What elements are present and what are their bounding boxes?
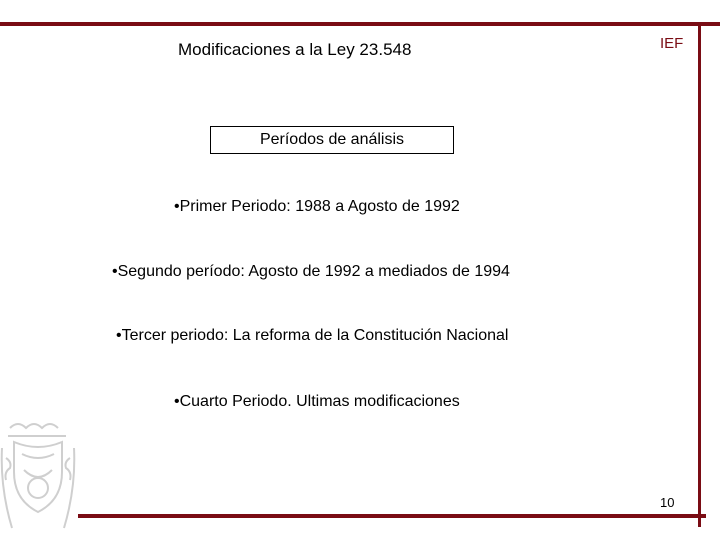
bullet-item: •Primer Periodo: 1988 a Agosto de 1992 [174,198,460,215]
brand-label: IEF [660,35,684,52]
bullet-item: •Cuarto Periodo. Ultimas modificaciones [174,393,460,410]
bullet-item: •Segundo período: Agosto de 1992 a mediados de 1994 [112,263,510,280]
bullet-item: •Tercer periodo: La reforma de la Constitución Nacional [116,327,509,344]
page-number: 10 [660,495,675,510]
section-heading-box [210,126,454,154]
right-rule [698,22,701,527]
top-rule [0,22,720,26]
slide-title: Modificaciones a la Ley 23.548 [178,40,412,59]
coat-of-arms-seal-icon [0,418,76,536]
bottom-rule [78,514,706,518]
section-heading: Períodos de análisis [259,131,405,148]
